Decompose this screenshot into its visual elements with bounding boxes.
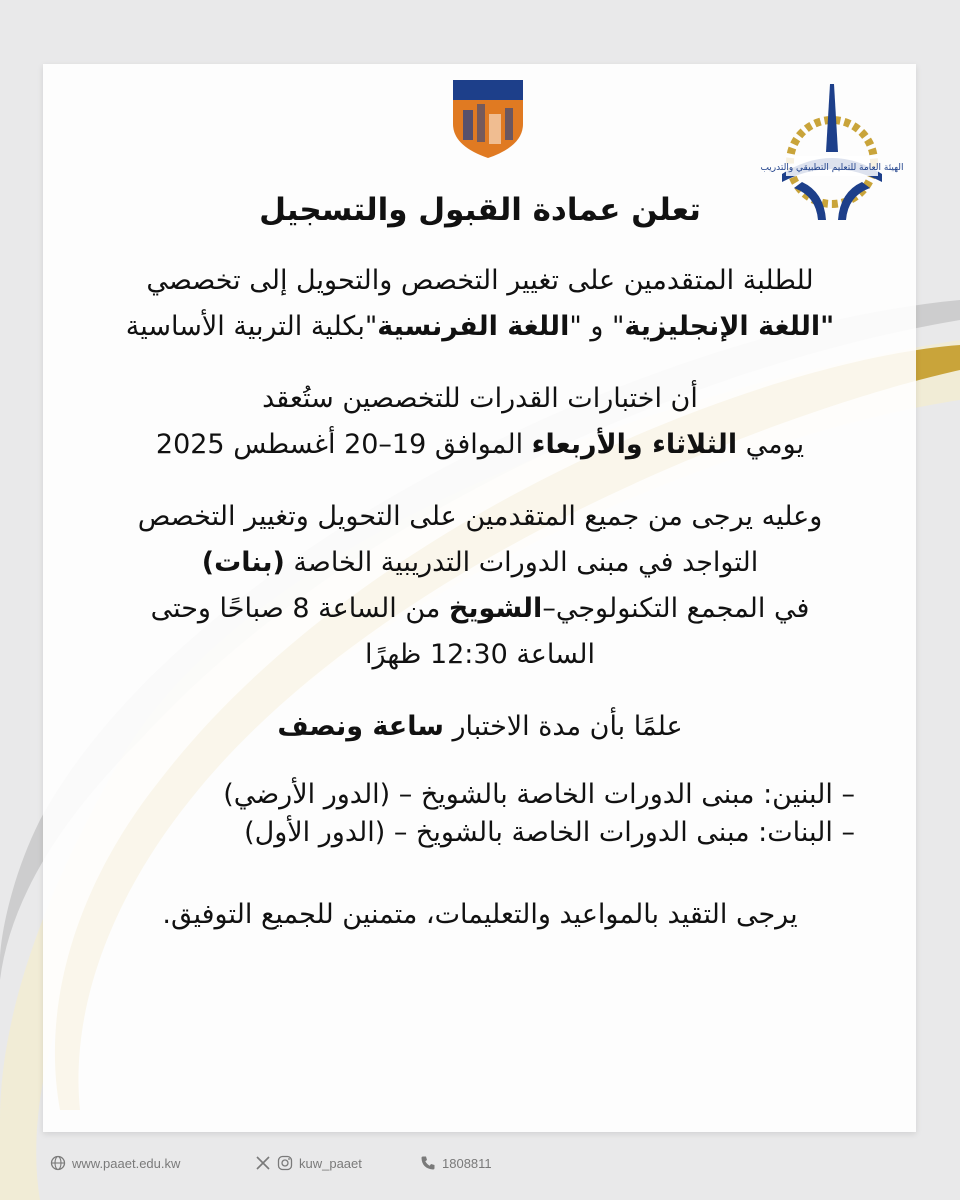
attendance-girls-tag: (بنات)	[201, 547, 285, 578]
attendance-building: التواجد في مبنى الدورات التدريبية الخاصة	[284, 547, 759, 578]
attendance-line-1: وعليه يرجى من جميع المتقدمين على التحويل وتغيير التخصص	[137, 501, 823, 532]
majors-joiner: " و "	[569, 311, 625, 342]
intro-paragraph	[75, 258, 885, 350]
duration-prefix: علمًا بأن مدة الاختبار	[443, 711, 683, 742]
intro-line-2	[75, 304, 885, 350]
attendance-complex: في المجمع التكنولوجي–	[542, 593, 810, 624]
location-girls: – البنات: مبنى الدورات الخاصة بالشويخ – (الدور الأول)	[244, 817, 855, 848]
exam-line-1: أن اختبارات القدرات للتخصصين ستُعقد	[262, 383, 698, 414]
footer-phone-text: 1808811	[442, 1155, 492, 1171]
closing-paragraph	[75, 892, 885, 938]
footer-handle-text: kuw_paaet	[299, 1155, 362, 1171]
footer-bar	[50, 1155, 520, 1177]
exam-days-prefix: يومي	[737, 429, 805, 460]
duration-value: ساعة ونصف	[277, 711, 444, 742]
exam-days: الثلاثاء والأربعاء	[531, 429, 738, 460]
location-boys: – البنين: مبنى الدورات الخاصة بالشويخ – (الدور الأرضي)	[223, 779, 855, 810]
major-english: اللغة الإنجليزية	[624, 311, 821, 342]
closing-line: يرجى التقيد بالمواعيد والتعليمات، متمنين للجميع التوفيق.	[162, 899, 798, 930]
attendance-paragraph	[75, 494, 885, 678]
exam-line-2	[75, 422, 885, 468]
footer-website[interactable]	[50, 1155, 180, 1171]
x-logo-icon	[255, 1155, 271, 1171]
quote-open: "	[820, 311, 835, 342]
intro-line-1: للطلبة المتقدمين على تغيير التخصص والتحويل إلى تخصصي	[146, 265, 814, 296]
attendance-line-4: الساعة 12:30 ظهرًا	[365, 639, 595, 670]
footer-social[interactable]	[255, 1155, 362, 1171]
duration-line	[75, 704, 885, 750]
major-french: اللغة الفرنسية	[377, 311, 570, 342]
youth-future-logo	[445, 74, 531, 160]
attendance-line-3	[75, 586, 885, 632]
paaet-logo-text: الهيئة العامة للتعليم التطبيقي والتدريب	[760, 163, 904, 173]
footer-website-text: www.paaet.edu.kw	[72, 1155, 181, 1171]
locations-list	[75, 776, 885, 852]
exam-paragraph	[75, 376, 885, 468]
phone-icon	[420, 1155, 436, 1171]
duration-paragraph	[75, 704, 885, 750]
attendance-line-2	[75, 540, 885, 586]
attendance-time-start: من الساعة 8 صباحًا وحتى	[150, 593, 449, 624]
college-name: "بكلية التربية الأساسية	[125, 311, 378, 342]
attendance-area: الشويخ	[448, 593, 543, 624]
exam-dates: الموافق 19–20 أغسطس 2025	[155, 429, 532, 460]
globe-icon	[50, 1155, 66, 1171]
announcement-title: تعلن عمادة القبول والتسجيل	[259, 192, 701, 228]
footer-phone[interactable]	[420, 1155, 492, 1171]
instagram-icon	[277, 1155, 293, 1171]
announcement-content	[75, 188, 885, 964]
